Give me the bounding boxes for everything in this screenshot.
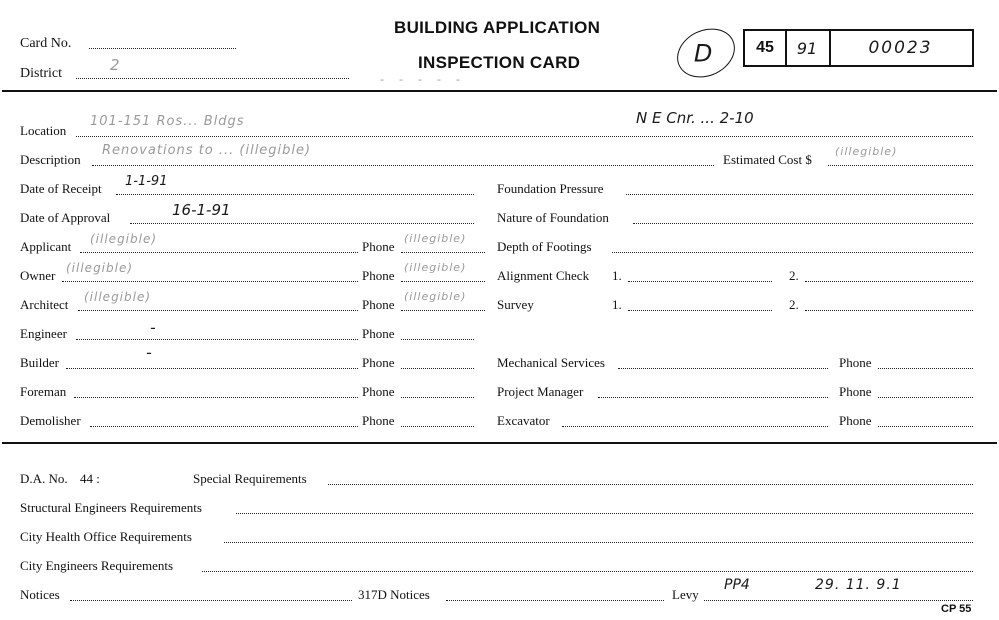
approval-label: Date of Approval <box>20 210 111 225</box>
alignment-check-2-line[interactable] <box>805 281 973 282</box>
levy-label: Levy <box>672 587 699 602</box>
levy-line[interactable] <box>704 600 973 601</box>
architect-phone-value: (illegible) <box>404 290 467 303</box>
owner-label: Owner <box>20 268 56 283</box>
alignment-check-1-line[interactable] <box>628 281 772 282</box>
circled-mark <box>669 19 743 86</box>
location-value-2: N E Cnr. ... 2-10 <box>636 109 754 127</box>
city-engineers-requirements-line[interactable] <box>202 571 973 572</box>
card-no-label: Card No. <box>20 36 72 51</box>
notices-label: Notices <box>20 587 60 602</box>
engineer-line[interactable] <box>76 339 358 340</box>
number-year: 91 <box>796 38 818 58</box>
applicant-phone-line[interactable] <box>401 252 485 253</box>
alignment-check-2-label: 2. <box>789 268 799 283</box>
description-value: Renovations to ... (illegible) <box>102 143 312 158</box>
notices-317d-label: 317D Notices <box>358 587 430 602</box>
owner-phone-value: (illegible) <box>404 261 467 274</box>
project-manager-line[interactable] <box>598 397 828 398</box>
location-label: Location <box>20 123 67 138</box>
da-no-label: D.A. No. <box>20 471 68 486</box>
project-manager-phone-line[interactable] <box>878 397 973 398</box>
foreman-label: Foreman <box>20 384 67 399</box>
demolisher-line[interactable] <box>90 426 358 427</box>
header-scribble: - - - - - <box>380 72 466 86</box>
owner-phone-label: Phone <box>362 268 395 283</box>
number-prefix: 45 <box>756 39 774 56</box>
title-line-2: INSPECTION CARD <box>418 53 581 72</box>
demolisher-phone-line[interactable] <box>401 426 474 427</box>
engineer-phone-line[interactable] <box>401 339 474 340</box>
levy-date: 29. 11. 9.1 <box>815 577 902 593</box>
engineer-phone-label: Phone <box>362 326 395 341</box>
location-value: 101-151 Ros... Bldgs <box>90 114 245 129</box>
engineer-value: - <box>150 318 156 337</box>
receipt-label: Date of Receipt <box>20 181 102 196</box>
card-no-line[interactable] <box>89 48 236 49</box>
circled-mark-letter: D <box>693 39 713 68</box>
estimated-cost-label: Estimated Cost $ <box>723 152 812 167</box>
special-requirements-line[interactable] <box>328 484 973 485</box>
demolisher-phone-label: Phone <box>362 413 395 428</box>
architect-value: (illegible) <box>84 290 152 304</box>
survey-2-label: 2. <box>789 297 799 312</box>
receipt-value: 1-1-91 <box>125 174 168 189</box>
alignment-check-label: Alignment Check <box>497 268 590 283</box>
district-label: District <box>20 66 62 81</box>
form-code: CP 55 <box>941 603 972 615</box>
approval-line[interactable] <box>130 223 474 224</box>
health-requirements-line[interactable] <box>224 542 973 543</box>
notices-317d-line[interactable] <box>446 600 664 601</box>
receipt-line[interactable] <box>116 194 474 195</box>
excavator-phone-label: Phone <box>839 413 872 428</box>
levy-value: PP4 <box>724 577 750 593</box>
engineer-label: Engineer <box>20 326 67 341</box>
mechanical-phone-line[interactable] <box>878 368 973 369</box>
owner-phone-line[interactable] <box>401 281 485 282</box>
builder-phone-line[interactable] <box>401 368 474 369</box>
notices-line[interactable] <box>70 600 352 601</box>
builder-line[interactable] <box>66 368 358 369</box>
special-requirements-label: Special Requirements <box>193 471 307 486</box>
nature-foundation-line[interactable] <box>633 223 973 224</box>
architect-phone-label: Phone <box>362 297 395 312</box>
survey-1-line[interactable] <box>628 310 772 311</box>
mechanical-phone-label: Phone <box>839 355 872 370</box>
applicant-phone-label: Phone <box>362 239 395 254</box>
excavator-label: Excavator <box>497 413 550 428</box>
builder-label: Builder <box>20 355 59 370</box>
survey-1-label: 1. <box>612 297 622 312</box>
approval-value: 16-1-91 <box>172 201 231 219</box>
district-line[interactable] <box>76 78 349 79</box>
demolisher-label: Demolisher <box>20 413 81 428</box>
foreman-phone-label: Phone <box>362 384 395 399</box>
mechanical-services-line[interactable] <box>618 368 828 369</box>
middle-rule <box>2 442 997 444</box>
description-line[interactable] <box>92 165 714 166</box>
builder-value: - <box>146 343 152 362</box>
project-manager-label: Project Manager <box>497 384 584 399</box>
da-no-value: 44 : <box>80 471 100 486</box>
city-engineers-requirements-label: City Engineers Requirements <box>20 558 174 573</box>
depth-footings-label: Depth of Footings <box>497 239 592 254</box>
district-value: 2 <box>110 56 121 74</box>
project-manager-phone-label: Phone <box>839 384 872 399</box>
number-serial: 00023 <box>868 38 933 58</box>
builder-phone-label: Phone <box>362 355 395 370</box>
health-requirements-label: City Health Office Requirements <box>20 529 192 544</box>
location-line[interactable] <box>76 136 973 137</box>
description-label: Description <box>20 152 81 167</box>
survey-2-line[interactable] <box>805 310 973 311</box>
owner-value: (illegible) <box>66 261 134 275</box>
estimated-cost-line[interactable] <box>828 165 973 166</box>
applicant-value: (illegible) <box>90 232 158 246</box>
architect-label: Architect <box>20 297 69 312</box>
applicant-label: Applicant <box>20 239 72 254</box>
alignment-check-1-label: 1. <box>612 268 622 283</box>
nature-foundation-label: Nature of Foundation <box>497 210 609 225</box>
top-rule <box>2 90 997 92</box>
architect-line[interactable] <box>78 310 358 311</box>
owner-line[interactable] <box>62 281 358 282</box>
excavator-phone-line[interactable] <box>878 426 973 427</box>
foreman-phone-line[interactable] <box>401 397 474 398</box>
card-number-box <box>743 29 974 67</box>
structural-requirements-line[interactable] <box>236 513 973 514</box>
foundation-pressure-line[interactable] <box>626 194 973 195</box>
excavator-line[interactable] <box>562 426 828 427</box>
title-line-1: BUILDING APPLICATION <box>394 18 601 37</box>
foundation-pressure-label: Foundation Pressure <box>497 181 604 196</box>
mechanical-services-label: Mechanical Services <box>497 355 605 370</box>
architect-phone-line[interactable] <box>401 310 485 311</box>
estimated-cost-value: (illegible) <box>835 145 898 158</box>
number-box-divider <box>829 31 831 65</box>
depth-footings-line[interactable] <box>612 252 973 253</box>
applicant-phone-value: (illegible) <box>404 232 467 245</box>
applicant-line[interactable] <box>80 252 358 253</box>
foreman-line[interactable] <box>74 397 358 398</box>
structural-requirements-label: Structural Engineers Requirements <box>20 500 202 515</box>
survey-label: Survey <box>497 297 534 312</box>
